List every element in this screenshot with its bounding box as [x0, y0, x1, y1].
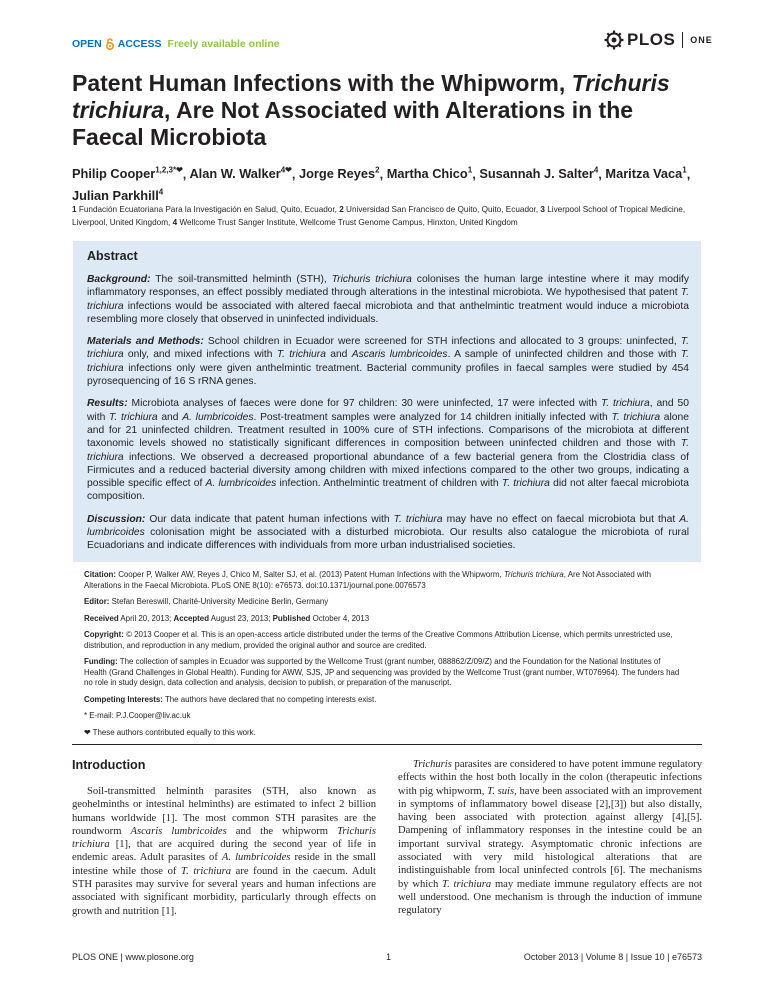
title-part1: Patent Human Infections with the Whipworm, — [72, 70, 572, 96]
citation: Citation: Cooper P, Walker AW, Reyes J, Chico M, Salter SJ, et al. (2013) Patent Human Infections with the Whipworm, Trichuris trichiura, Are Not Associated with Alterations in the Faecal Microbiota. PLoS ONE 8(10): e76573. doi:10.1371/journal.pone.0076573 — [84, 570, 652, 590]
equal-contribution-note: ❤ These authors contributed equally to this work. — [84, 727, 256, 737]
intro-paragraph-1: Soil-transmitted helminth parasites (STH, also known as geohelminths or intestinal helminths) are estimated to infect 2 billion humans worldwide [1]. The most common STH parasites are the roundworm Ascaris lumbricoides and the whipworm Trichuris trichiura [1], that are acquired during the second year of life in endemic areas. Adult parasites of A. lumbricoides reside in the small intestine while those of T. trichiura are found in the caecum. Adult STH parasites may survive for several years and human infections are associated with significant morbidity, particularly through effects on growth and nutrition [1]. — [72, 786, 376, 917]
page-number: 1 — [386, 952, 392, 962]
access-label: ACCESS — [117, 38, 162, 50]
open-label: OPEN — [72, 38, 102, 50]
title-italic: Trichuris trichiura — [72, 70, 670, 123]
corresponding-email: * E-mail: P.J.Cooper@liv.ac.uk — [84, 711, 191, 720]
abstract-methods: Materials and Methods: School children in Ecuador were screened for STH infections and allocated to 3 groups: uninfected, T. trichiura only, and mixed infections with T. trichiura and Ascaris lumbricoides. A sample of uninfected children and those with T. trichiura infections only were given anthelmintic treatment. Bacterial community profiles in faecal samples were studied by 454 pyrosequencing of 16 S rRNA genes. — [87, 336, 690, 388]
author: Susannah J. Salter$^4$ — [479, 166, 599, 182]
abstract-discussion: Discussion: Our data indicate that patent human infections with T. trichiura may have no effect on faecal microbiota but that A. lumbricoides colonisation might be associated with a disturbed microbiota. Our results also catalogue the microbiota of rural Ecuadorians and indicate differences with individuals from more urban industrialised societies. — [87, 513, 689, 552]
paper-title — [72, 70, 702, 151]
plos-one-logo — [604, 30, 713, 50]
author-list: Philip Cooper$^{1,2,3*❤}$, Alan W. Walker$^{4❤}$, Jorge Reyes$^2$, Martha Chico$^1$, Susannah J. Salter$^4$, Maritza Vaca$^1$, Julian Parkhill$^4$ — [72, 166, 691, 203]
author: Maritza Vaca$^1$ — [605, 166, 687, 182]
title-part2: , Are Not Associated with Alterations in the Faecal Microbiota — [72, 97, 634, 150]
plos-logo-sub: ONE — [690, 35, 713, 45]
author: Jorge Reyes$^2$ — [298, 166, 380, 182]
abstract-heading: Abstract — [87, 249, 138, 263]
author: Julian Parkhill$^4$ — [72, 187, 164, 203]
abstract-background: Background: The soil-transmitted helminth (STH), Trichuris trichiura colonises the human large intestine where it may modify inflammatory responses, an effect possibly mediated through alterations in the intestinal microbiota. We hypothesised that patent T. trichiura infections would be associated with altered faecal microbiota and that anthelmintic treatment would induce a microbiota resembling more closely that observed in uninfected individuals. — [87, 274, 690, 325]
abstract-box — [73, 241, 701, 562]
plos-gear-icon — [604, 30, 624, 50]
footer-journal: PLOS ONE | www.plosone.org — [72, 952, 194, 962]
article-metadata — [84, 570, 684, 744]
author: Martha Chico$^1$ — [386, 166, 473, 182]
abstract-results: Results: Microbiota analyses of faeces were done for 97 children: 30 were uninfected, 17 were infected with T. trichiura, and 50 with T. trichiura and A. lumbricoides. Post-treatment samples were analyzed for 14 children initially infected with T. trichiura alone and for 21 uninfected children. Treatment resulted in 100% cure of STH infections. Comparisons of the microbiota at different taxonomic levels showed no statistically significant differences in composition between uninfected children and those with T. trichiura infections. We observed a decreased proportional abundance of a few bacterial genera from the Clostridia class of Firmicutes and a reduced bacterial diversity among children with mixed infections compared to the other two groups, indicating a possible specific effect of A. lumbricoides infection. Anthelmintic treatment of children with T. trichiura did not alter faecal microbiota composition. — [87, 398, 689, 503]
freely-available-label: Freely available online — [167, 38, 280, 50]
dates: Received April 20, 2013; Accepted August 23, 2013; Published October 4, 2013 — [84, 613, 370, 623]
left-column — [72, 758, 376, 918]
competing-interests: Competing Interests: The authors have declared that no competing interests exist. — [84, 694, 377, 704]
right-column — [398, 758, 702, 918]
copyright: Copyright: © 2013 Cooper et al. This is an open-access article distributed under the terms of the Creative Commons Attribution License, which permits unrestricted use, distribution, and reproduction in any medium, provided the original author and source are credited. — [84, 630, 673, 650]
footer-issue: October 2013 | Volume 8 | Issue 10 | e76573 — [523, 952, 702, 962]
section-divider — [72, 744, 702, 745]
plos-logo-text: PLOS — [627, 30, 676, 49]
logo-divider — [682, 32, 683, 48]
affiliations: 1 Fundación Ecuatoriana Para la Investigación en Salud, Quito, Ecuador, 2 Universidad San Francisco de Quito, Quito, Ecuador, 3 Liverpool School of Tropical Medicine, Liverpool, United Kingdom, 4 Wellcome Trust Sanger Institute, Wellcome Trust Genome Campus, Hinxton, United Kingdom — [72, 205, 686, 227]
open-access-banner — [72, 38, 280, 50]
intro-paragraph-2: Trichuris parasites are considered to have potent immune regulatory effects within the host both locally in the colon (therapeutic infections with pig whipworm, T. suis, have been associated with an improvement in symptoms of inflammatory bowel disease [2],[3]) but also distally, having been associated with protection against allergy [4],[5]. Dampening of inflammatory responses in the intestine could be an important survival strategy. Asymptomatic chronic infections are associated with very mild histological alterations that are indistinguishable from local uninfected controls [6]. The mechanisms by which T. trichiura may mediate immune regulatory effects are not well understood. One mechanism is through the induction of immune regulatory — [398, 759, 703, 917]
funding: Funding: The collection of samples in Ecuador was supported by the Wellcome Trust (grant number, 088862/Z/09/Z) and the Foundation for the National Institutes of Health (Grand Challenges in Global Health). Funding for AWW, SJS, JP and sequencing was provided by the Wellcome Trust (grant number, WT076964). The funders had no role in study design, data collection and analysis, decision to publish, or preparation of the manuscript. — [84, 657, 680, 687]
page-footer — [72, 952, 702, 962]
introduction-heading: Introduction — [72, 758, 146, 772]
open-access-lock-icon — [105, 38, 115, 50]
editor: Editor: Stefan Bereswill, Charité-University Medicine Berlin, Germany — [84, 597, 329, 606]
author: Alan W. Walker$^{4❤}$ — [189, 166, 292, 182]
author: Philip Cooper$^{1,2,3*❤}$ — [72, 166, 183, 182]
